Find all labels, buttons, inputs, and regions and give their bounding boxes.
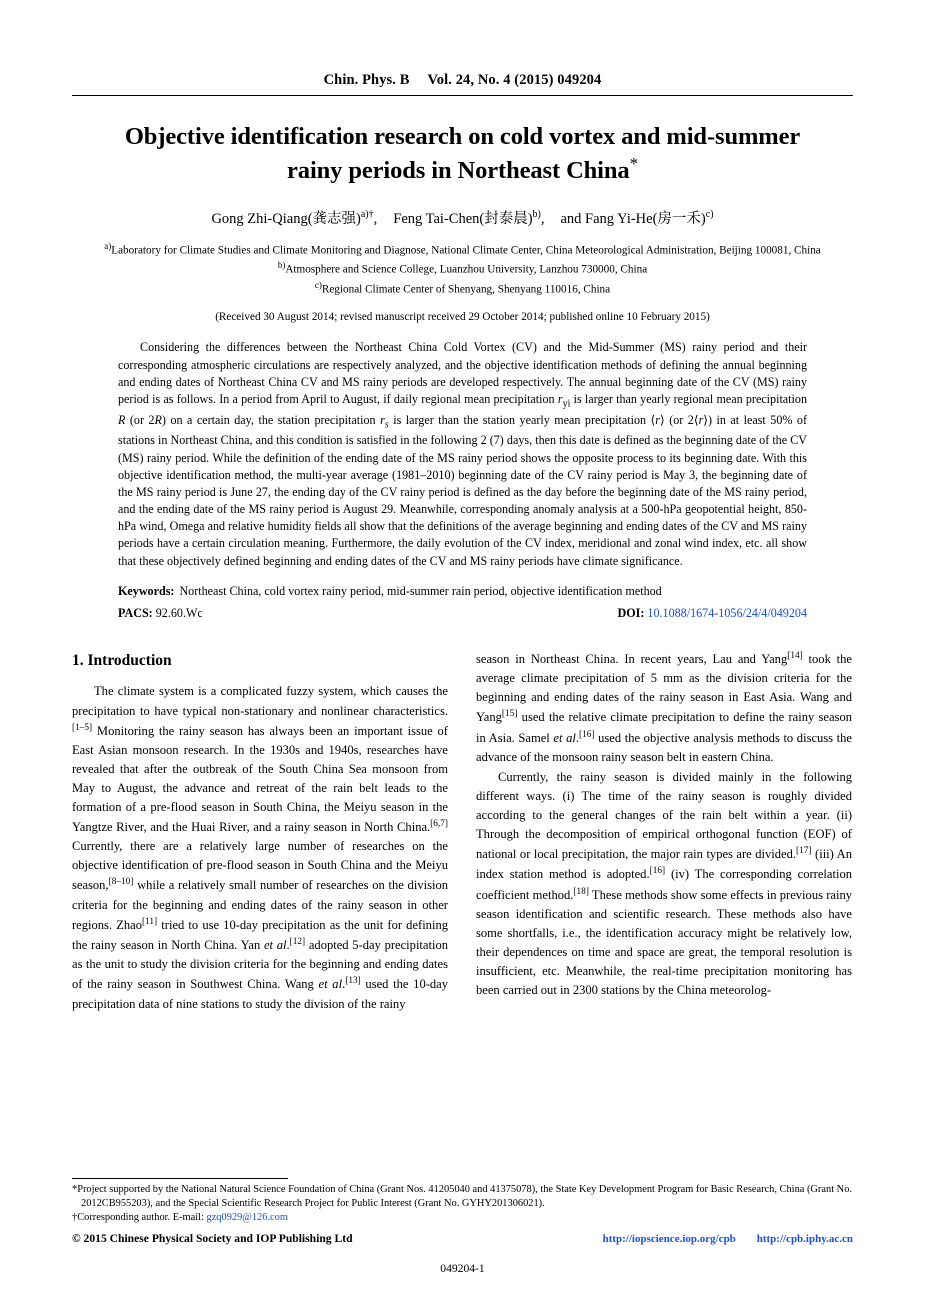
affiliation-text: Atmosphere and Science College, Luanzhou University, Lanzhou 730000, China bbox=[285, 264, 648, 277]
title-line-1: Objective identification research on cold vortex and mid-summer bbox=[124, 123, 801, 150]
keywords-row bbox=[118, 583, 807, 600]
affiliation-marker: c) bbox=[314, 279, 322, 290]
journal-name: Chin. Phys. B bbox=[323, 72, 410, 88]
author-affil-marker: c) bbox=[705, 209, 714, 221]
funding-footnote: *Project supported by the National Natural Science Foundation of China (Grant Nos. 41205040 and 41375078), the State Key Development Program for Basic Research, China (Grant No. 2012CB955203), and the Special Scientific Research Project for Public Interest (Grant No. GYHY201306021). bbox=[72, 1183, 852, 1210]
author-affil-marker: b) bbox=[532, 209, 541, 221]
affiliation bbox=[72, 259, 853, 279]
doi-block bbox=[618, 606, 807, 621]
volume-issue: Vol. 24, No. 4 (2015) 049204 bbox=[427, 72, 602, 88]
section-heading-introduction: 1. Introduction bbox=[72, 651, 172, 669]
doi-label: DOI: bbox=[617, 605, 645, 620]
copyright-text: © 2015 Chinese Physical Society and IOP Publishing Ltd bbox=[72, 1231, 353, 1245]
corresponding-author-footnote bbox=[72, 1211, 853, 1225]
author-name: Feng Tai-Chen(封泰晨) bbox=[393, 210, 533, 227]
corresponding-author-email-link[interactable]: gzq0929@126.com bbox=[206, 1212, 288, 1224]
footnote-area bbox=[72, 1178, 853, 1247]
cpb-url-link[interactable]: http://cpb.iphy.ac.cn bbox=[756, 1232, 853, 1245]
keywords-label: Keywords: bbox=[118, 583, 175, 598]
title-footnote-marker: * bbox=[629, 153, 638, 173]
title-line-2: rainy periods in Northeast China bbox=[287, 157, 630, 185]
author bbox=[561, 211, 714, 227]
affiliation-marker: a) bbox=[104, 240, 112, 251]
affiliation-list bbox=[72, 240, 853, 299]
pacs-value: 92.60.Wc bbox=[155, 605, 203, 620]
affiliation bbox=[72, 279, 853, 299]
author-name: and Fang Yi-He(房一禾) bbox=[560, 210, 706, 227]
affiliation-text: Laboratory for Climate Studies and Climate Monitoring and Diagnose, National Climate Center, China Meteorological Administration, Beijing 100081, China bbox=[111, 244, 821, 257]
pacs-label: PACS: bbox=[118, 605, 153, 620]
page-folio: 049204-1 bbox=[440, 1262, 485, 1275]
author-affil-marker: a)† bbox=[360, 209, 374, 221]
paragraph: season in Northeast China. In recent years, Lau and Yang[14] took the average climate precipitation of 5 mm as the division criteria for the beginning and ending dates of the rainy season in East Asia. Wang and Yang[15] used the relative climate precipitation to define the rainy season in Asia. Samel et al.[16] used the objective analysis methods to discuss the advance of the monsoon rainy season belt in eastern China. bbox=[476, 650, 853, 764]
header-rule bbox=[72, 95, 853, 96]
keywords-value: Northeast China, cold vortex rainy period, mid-summer rain period, objective identification method bbox=[179, 583, 662, 598]
copyright-row bbox=[72, 1231, 853, 1247]
received-dates: (Received 30 August 2014; revised manuscript received 29 October 2014; published online 10 February 2015) bbox=[215, 311, 710, 324]
affiliation-text: Regional Climate Center of Shenyang, Shenyang 110016, China bbox=[321, 283, 611, 296]
doi-link[interactable]: 10.1088/1674-1056/24/4/049204 bbox=[647, 605, 807, 620]
journal-urls bbox=[585, 1231, 853, 1247]
author-name: Gong Zhi-Qiang(龚志强) bbox=[211, 210, 361, 227]
author: Feng Tai-Chen(封泰晨)$^{b)}$, bbox=[393, 209, 545, 227]
column-right bbox=[476, 649, 852, 1014]
affiliation-marker: b) bbox=[277, 260, 286, 271]
author-list bbox=[72, 207, 853, 228]
column-left bbox=[72, 649, 448, 1014]
pacs-block bbox=[118, 606, 203, 621]
paragraph: The climate system is a complicated fuzzy system, which causes the precipitation to have typical non-stationary and nonlinear characteristics.[1–5] Monitoring the rainy season has always been an important issue of East Asian monsoon research. In the 1930s and 1940s, researches have revealed that after the outbreak of the South China Sea monsoon from May to August, the advance and retreat of the rain belt leads to the formation of a pre-flood season in South China, the Meiyu season in the Yangtze River, and the Huai River, and a rainy season in North China.[6,7] Currently, there are a relatively large number of researches on the objective identification of pre-flood season in South China and the Meiyu season,[8–10] while a relatively small number of researches on the division criteria for the beginning and ending dates of the rainy season in other regions. Zhao[11] tried to use 10-day precipitation as the unit for defining the rainy season in North China. Yan et al.[12] adopted 5-day precipitation as the unit to study the division criteria for the beginning and ending dates of the rainy season in Southwest China. Wang et al.[13] used the 10-day precipitation data of nine stations to study the division of the rainy bbox=[72, 684, 449, 1011]
running-head bbox=[72, 72, 853, 95]
affiliation bbox=[72, 240, 853, 260]
page-title bbox=[86, 122, 839, 187]
corresponding-author-label: †Corresponding author. E-mail: bbox=[72, 1212, 204, 1224]
body-columns bbox=[72, 649, 853, 1014]
abstract: Considering the differences between the Northeast China Cold Vortex (CV) and the Mid-Summer (MS) rainy period and their corresponding atmospheric circulations are respectively analyzed, and the objective identification methods of defining the annual beginning and ending dates of Northeast China CV and MS rainy periods are developed respectively. The annual beginning date of the CV (MS) rainy period is as follows. In a period from April to August, if daily regional mean precipitation $r_{yi}$ is larger than yearly regional mean precipitation R (or 2R) on a certain day, the station precipitation $r_s$ is larger than the station yearly mean precipitation ⟨r⟩ (or 2⟨r⟩) in at least 50% of stations in Northeast China, and this condition is satisfied in the following 2 (7) days, then this date is defined as the beginning date of the CV (MS) rainy period. While the definition of the ending date of the MS rainy period shows the opposite process to its beginning date. With this objective identification method, the multi-year average (1981–2010) beginning date of the CV rainy period is May 3, the beginning date of the MS rainy period is June 27, the ending day of the CV rainy period is defined as the day before the beginning date of the MS rainy period, and the ending date of the MS rainy period is August 29. Meanwhile, corresponding anomaly analysis at a 500-hPa geopotential height, 850-hPa wind, Omega and relative humidity fields all show that the definitions of the average beginning and ending dates of the CV and MS rainy periods have a certain circulation meaning. Furthermore, the daily evolution of the CV index, meridional and zonal wind index, etc. all show that these objectively defined beginning and ending dates of the CV and MS rainy periods have climate significance. bbox=[118, 340, 808, 568]
iopscience-url-link[interactable]: http://iopscience.iop.org/cpb bbox=[602, 1232, 736, 1245]
pacs-doi-row bbox=[118, 606, 807, 621]
paragraph: Currently, the rainy season is divided mainly in the following different ways. (i) The time of the rainy season is roughly divided according to the general changes of the rain belt within a year. (ii) Through the decomposition of empirical orthogonal function (EOF) of national or local precipitation, the major rain types are divided.[17] (iii) An index station method is adopted.[16] (iv) The corresponding correlation coefficient method.[18] These methods show some effects in previous rainy season identification and scientific research. These methods also have some shortfalls, i.e., the identification accuracy might be relatively low, their dependences on time and space are great, the temporal resolution is insufficient, etc. Meanwhile, the real-time precipitation monitoring has been carried out in 2300 stations by the China meteorolog- bbox=[476, 769, 852, 998]
footnote-rule bbox=[72, 1178, 288, 1179]
author: Gong Zhi-Qiang(龚志强)$^{a)\dagger}$, bbox=[211, 209, 378, 227]
